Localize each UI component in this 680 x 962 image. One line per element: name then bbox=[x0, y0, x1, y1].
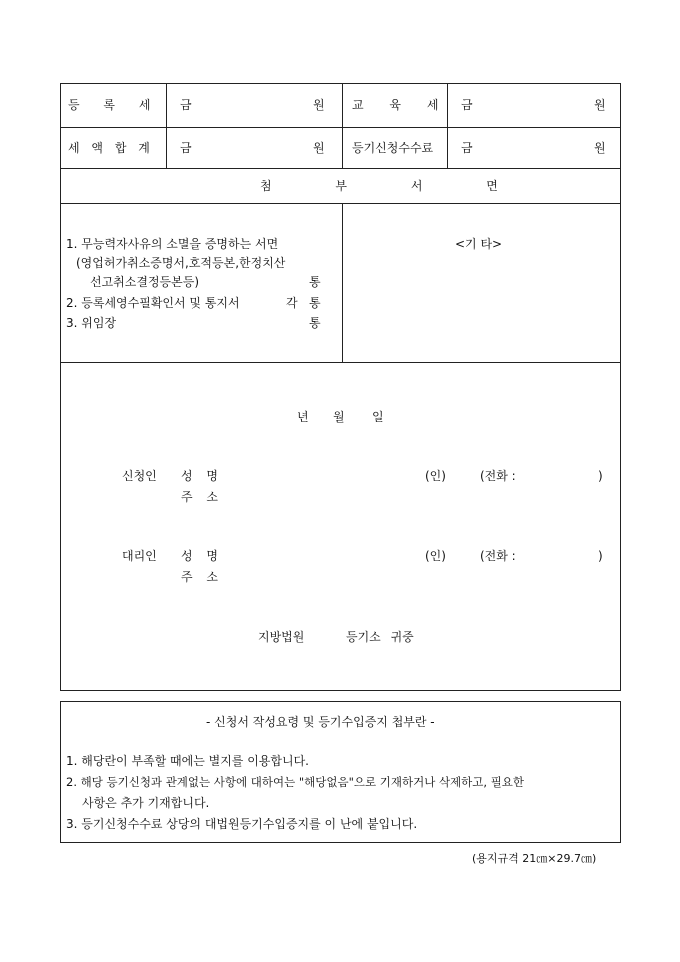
agent-address-label: 주 소 bbox=[181, 570, 218, 584]
registration-fee-label: 등기신청수수료 bbox=[352, 141, 434, 155]
note-item-2: 2. 해당 등기신청과 관계없는 사항에 대하여는 "해당없음"으로 기재하거나 삭제하고, 필요한 bbox=[66, 775, 525, 789]
agent-label: 대리인 bbox=[122, 549, 157, 563]
date-month: 월 bbox=[333, 410, 345, 424]
registry-office-label: 등기소 귀중 bbox=[346, 630, 414, 644]
attachment-item-1-detail: (영업허가취소증명서,호적등본,한정치산 bbox=[76, 256, 286, 270]
date-year: 년 bbox=[297, 410, 309, 424]
registration-fee-amount-unit: 원 bbox=[594, 141, 606, 155]
education-tax-amount-prefix: 금 bbox=[461, 98, 473, 112]
agent-phone-close: ) bbox=[598, 549, 603, 563]
attachment-item-2-count-unit: 통 bbox=[309, 296, 321, 310]
column-divider bbox=[166, 83, 167, 168]
court-label: 지방법원 bbox=[258, 630, 305, 644]
applicant-seal: (인) bbox=[425, 469, 446, 483]
agent-phone-label: (전화 : bbox=[480, 549, 516, 563]
column-divider bbox=[447, 83, 448, 168]
note-item-2-continued: 사항은 추가 기재합니다. bbox=[82, 796, 210, 810]
total-tax-label: 세 액 합 계 bbox=[68, 141, 150, 155]
applicant-address-label: 주 소 bbox=[181, 490, 218, 504]
note-item-3: 3. 등기신청수수료 상당의 대법원등기수입증지를 이 난에 붙입니다. bbox=[66, 817, 418, 831]
attachment-item-2: 2. 등록세영수필확인서 및 통지서 bbox=[66, 296, 240, 310]
registration-tax-label: 등 록 세 bbox=[68, 98, 151, 112]
applicant-phone-close: ) bbox=[598, 469, 603, 483]
education-tax-amount-unit: 원 bbox=[594, 98, 606, 112]
attachment-item-3: 3. 위임장 bbox=[66, 316, 117, 330]
registration-tax-amount-unit: 원 bbox=[313, 98, 325, 112]
attachment-item-1-count-unit: 통 bbox=[309, 275, 321, 289]
attachment-item-1-detail-2: 선고취소결정등본등) bbox=[90, 275, 200, 289]
row-divider bbox=[60, 168, 621, 169]
column-divider bbox=[342, 203, 343, 362]
agent-seal: (인) bbox=[425, 549, 446, 563]
total-tax-amount-unit: 원 bbox=[313, 141, 325, 155]
application-form-box bbox=[60, 83, 621, 691]
applicant-name-label: 성 명 bbox=[181, 469, 218, 483]
attachments-header: 첨 부 서 면 bbox=[260, 179, 498, 193]
date-day: 일 bbox=[372, 410, 384, 424]
total-tax-amount-prefix: 금 bbox=[180, 141, 192, 155]
row-divider bbox=[60, 127, 621, 128]
row-divider bbox=[60, 362, 621, 363]
notes-title: - 신청서 작성요령 및 등기수입증지 첩부란 - bbox=[206, 715, 435, 729]
agent-name-label: 성 명 bbox=[181, 549, 218, 563]
paper-size-note: (용지규격 21㎝×29.7㎝) bbox=[472, 852, 597, 865]
registration-fee-amount-prefix: 금 bbox=[461, 141, 473, 155]
row-divider bbox=[60, 203, 621, 204]
other-label: <기 타> bbox=[455, 237, 503, 251]
column-divider bbox=[342, 83, 343, 168]
attachment-item-3-count-unit: 통 bbox=[309, 316, 321, 330]
applicant-phone-label: (전화 : bbox=[480, 469, 516, 483]
education-tax-label: 교 육 세 bbox=[352, 98, 439, 112]
note-item-1: 1. 해당란이 부족할 때에는 별지를 이용합니다. bbox=[66, 754, 309, 768]
attachment-item-1: 1. 무능력자사유의 소멸을 증명하는 서면 bbox=[66, 237, 279, 251]
attachment-item-2-each: 각 bbox=[286, 296, 298, 310]
applicant-label: 신청인 bbox=[122, 469, 157, 483]
registration-tax-amount-prefix: 금 bbox=[180, 98, 192, 112]
